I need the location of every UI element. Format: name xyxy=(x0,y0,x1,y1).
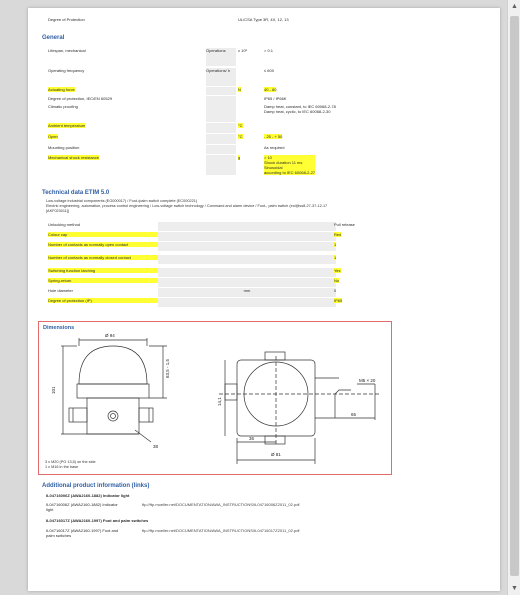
spec-mid xyxy=(158,278,336,287)
dim-label: 36 xyxy=(249,436,255,441)
spec-value-line: Shock duration 11 ms xyxy=(264,160,315,165)
dimension-note: 1 x M16 in the base xyxy=(45,465,79,469)
etim-note: Electric engineering, automation, process control engineering / Low-voltage switch technology / Command and alarm device / Foot-, palm switch (ecl@ss8-27-37-12-17 xyxy=(46,204,328,208)
spec-value xyxy=(264,87,276,92)
scroll-up-arrow-icon[interactable]: ▲ xyxy=(511,3,518,10)
spec-mid xyxy=(206,96,236,104)
spec-label: Number of contacts as normally open contact xyxy=(48,242,158,247)
spec-value xyxy=(264,104,336,114)
spec-mid: mm xyxy=(158,288,336,297)
spec-unit: N xyxy=(238,87,241,92)
section-title-etim: Technical data ETIM 5.0 xyxy=(42,190,110,196)
spec-row xyxy=(28,104,500,122)
spec-value xyxy=(264,96,286,101)
dim-label: 14,1 xyxy=(217,397,222,406)
spec-value-line: Sinusoidal xyxy=(264,165,315,170)
spec-value: Yes xyxy=(334,268,341,273)
link-label: IL04716006Z (AWA2160-1882) Indicator light xyxy=(46,502,118,512)
spec-label: Open xyxy=(48,134,58,139)
link-label: IL04716017Z (AWA2160-1997) Foot and palm switches xyxy=(46,528,119,538)
spec-value: 0 xyxy=(334,288,337,293)
spec-label: Unlocking method xyxy=(48,222,81,227)
spec-row xyxy=(28,87,500,95)
spec-value: 1 xyxy=(334,255,337,260)
etim-note: [AKF023011]) xyxy=(46,209,70,213)
spec-value-line: IP65 / IP66K xyxy=(264,96,287,101)
side-gland-left xyxy=(225,384,237,400)
spec-value: Red xyxy=(334,232,342,237)
spec-mid xyxy=(206,155,236,175)
spec-value-line: - 25 - + 50 xyxy=(264,134,283,139)
spec-row xyxy=(28,145,500,154)
dim-label: Ø 81 xyxy=(271,452,281,457)
spec-mid xyxy=(158,232,336,241)
spec-value-line: according to IEC 60068-2-27 xyxy=(264,170,316,175)
spec-value: 1 xyxy=(334,242,337,247)
spec-value: No xyxy=(334,278,340,283)
spec-label: Switching function latching xyxy=(48,268,158,273)
spec-row xyxy=(28,155,500,175)
spec-label: Mechanical shock resistance xyxy=(48,155,100,160)
spec-value-line: Damp heat, constant, to IEC 60068-2-78 xyxy=(264,104,336,109)
mushroom-cap-shape xyxy=(79,346,147,384)
dimensions-box xyxy=(38,321,392,475)
spec-row xyxy=(28,68,500,86)
spec-row xyxy=(28,134,500,144)
spec-label: Hole diameter xyxy=(48,288,73,293)
enclosure-side xyxy=(87,398,139,434)
dim-label: 38 xyxy=(153,444,159,449)
document-link[interactable]: ftp://ftp.moeller.net/DOCUMENTATION/AWA_INSTRUCTIONS/IL04716017Z2011_02.pdf xyxy=(142,528,300,533)
dim-label: M5 × 20 xyxy=(359,378,376,383)
spec-value xyxy=(264,145,284,150)
dimensions-title: Dimensions xyxy=(43,325,75,331)
spec-mid xyxy=(158,255,336,264)
spec-label: Spring-return xyxy=(48,278,158,283)
scroll-thumb[interactable] xyxy=(510,16,519,576)
spec-value xyxy=(264,48,273,53)
spec-value: UL/CSA Type 3R, 4X, 12, 13 xyxy=(238,17,289,22)
spec-unit: °C xyxy=(238,123,243,128)
cable-entry-hole xyxy=(108,411,118,421)
spec-value-line: > 0.1 xyxy=(264,48,274,53)
spec-label: Degree of protection, IEC/EN 60529 xyxy=(48,96,113,101)
spec-value-line: As required xyxy=(264,145,285,150)
spec-value: IP65 xyxy=(334,298,343,303)
cap-rim xyxy=(77,384,149,398)
spec-value xyxy=(264,155,315,175)
dimension-note: 3 x M20 (PG 13,5) on the side xyxy=(45,460,96,464)
spec-label: Ambient temperature xyxy=(48,123,86,128)
spec-mid xyxy=(158,298,336,307)
spec-mid: Operations xyxy=(206,48,236,66)
spec-value-line: Damp heat, cyclic, to IEC 60068-2-30 xyxy=(264,109,331,114)
spec-mid xyxy=(206,134,236,144)
spec-unit: x 10⁶ xyxy=(238,48,248,53)
spec-mid xyxy=(206,123,236,133)
spec-value: Pull release xyxy=(334,222,355,227)
scroll-down-arrow-icon[interactable]: ▼ xyxy=(511,585,518,592)
spec-label: Degree of Protection xyxy=(48,17,85,22)
spec-row xyxy=(28,96,500,104)
spec-label: Degree of protection (IP) xyxy=(48,298,158,303)
spec-label: Lifespan, mechanical xyxy=(48,48,86,53)
bottom-gland xyxy=(265,436,285,444)
cable-gland-left xyxy=(69,408,87,422)
dim-label: 101 xyxy=(51,386,56,394)
spec-label: Colour cap xyxy=(48,232,158,237)
spec-value xyxy=(264,134,282,139)
document-link[interactable]: ftp://ftp.moeller.net/DOCUMENTATION/AWA_INSTRUCTIONS/IL04716006Z2011_02.pdf xyxy=(142,502,300,507)
etim-note: Low-voltage industrial components (EG000017) / Foot-/palm switch complete (EC000221) xyxy=(46,199,198,203)
spec-mid xyxy=(158,242,336,251)
dim-label: 65 xyxy=(351,412,357,417)
spec-label: Actuating force xyxy=(48,87,75,92)
spec-value xyxy=(264,68,274,73)
spec-row xyxy=(28,48,500,66)
document-page: Degree of Protection UL/CSA Type 3R, 4X, 12, 13 General Lifespan, mechanical Operations x 10⁶ > 0.1 Operating frequency Operations/ h ≤ 600 Actuating force N 40 - 60 Degree of protection, IEC/EN 60529 IP65 / IP66K Climatic proofing Damp heat, constant, to IEC 60068-2-78 Damp heat, cyclic, to IEC 60068-2-30 Ambient temperature °C Open °C - 25 - + 50 Mounting position As required Mechanical shock resistance g > 10 Shock duration 11 ms Sinusoidal according to IEC 60068-2-27 Technical data ETIM 5.0 Low-voltage industrial components (EG000017) / Foot-/palm switch complete (EC000221) Electric engineering, automation, process control engineering / Low-voltage switch technology / Command and alarm device / Foot-, palm switch (ecl@ss8-27-37-12-17 [AKF023011]) Unlocking method Pull release Colour cap Red Number of contacts as normally open contact 1 Number of contacts as normally closed contact 1 Switching function latching Yes Spring-return No Hole diameter mm 0 Degree of protection (IP) IP65 Dimensions Ø 94 101 63,5 - 1,5 38 14,1 36 Ø 81 M5 × 20 65 3 x M20 (PG 13,5) on the side 1 x M16 in the base Additional product information (links) IL04716006Z (AWA2160-1882) Indicator light IL04716006Z (AWA2160-1882) Indicator light ftp://ftp.moeller.net/DOCUMENTATION/AWA_INSTRUCTIONS/IL04716006Z2011_02.pdf IL04716017Z (AWA2160-1997) Foot and palm switches IL04716017Z (AWA2160-1997) Foot and palm switches ftp://ftp.moeller.net/DOCUMENTATION/AWA_INSTRUCTIONS/IL04716017Z2011_02.pdf xyxy=(28,8,500,591)
spec-unit: °C xyxy=(238,134,243,139)
dim-label: 63,5 - 1,5 xyxy=(165,358,170,378)
spec-mid: Operations/ h xyxy=(206,68,236,86)
spec-mid xyxy=(206,104,236,122)
top-gland xyxy=(265,352,285,360)
spec-mid xyxy=(206,145,236,154)
spec-unit: g xyxy=(238,155,241,160)
dim-label: Ø 94 xyxy=(105,333,115,338)
vertical-scrollbar[interactable] xyxy=(507,0,520,595)
spec-value-line: > 10 xyxy=(264,155,315,160)
cable-gland-right xyxy=(139,408,153,422)
section-title-additional: Additional product information (links) xyxy=(42,483,150,489)
spec-label: Operating frequency xyxy=(48,68,85,73)
spec-label: Mounting position xyxy=(48,145,80,150)
spec-mid xyxy=(158,222,336,231)
spec-row xyxy=(28,123,500,133)
spec-value-line: 40 - 60 xyxy=(264,87,277,92)
spec-mid xyxy=(158,268,336,277)
spec-label: Number of contacts as normally closed contact xyxy=(48,255,158,260)
section-title-general: General xyxy=(42,35,65,41)
dimension-drawing xyxy=(39,322,391,474)
spec-label: Climatic proofing xyxy=(48,104,78,109)
spec-mid xyxy=(206,87,236,95)
spec-value-line: ≤ 600 xyxy=(264,68,274,73)
